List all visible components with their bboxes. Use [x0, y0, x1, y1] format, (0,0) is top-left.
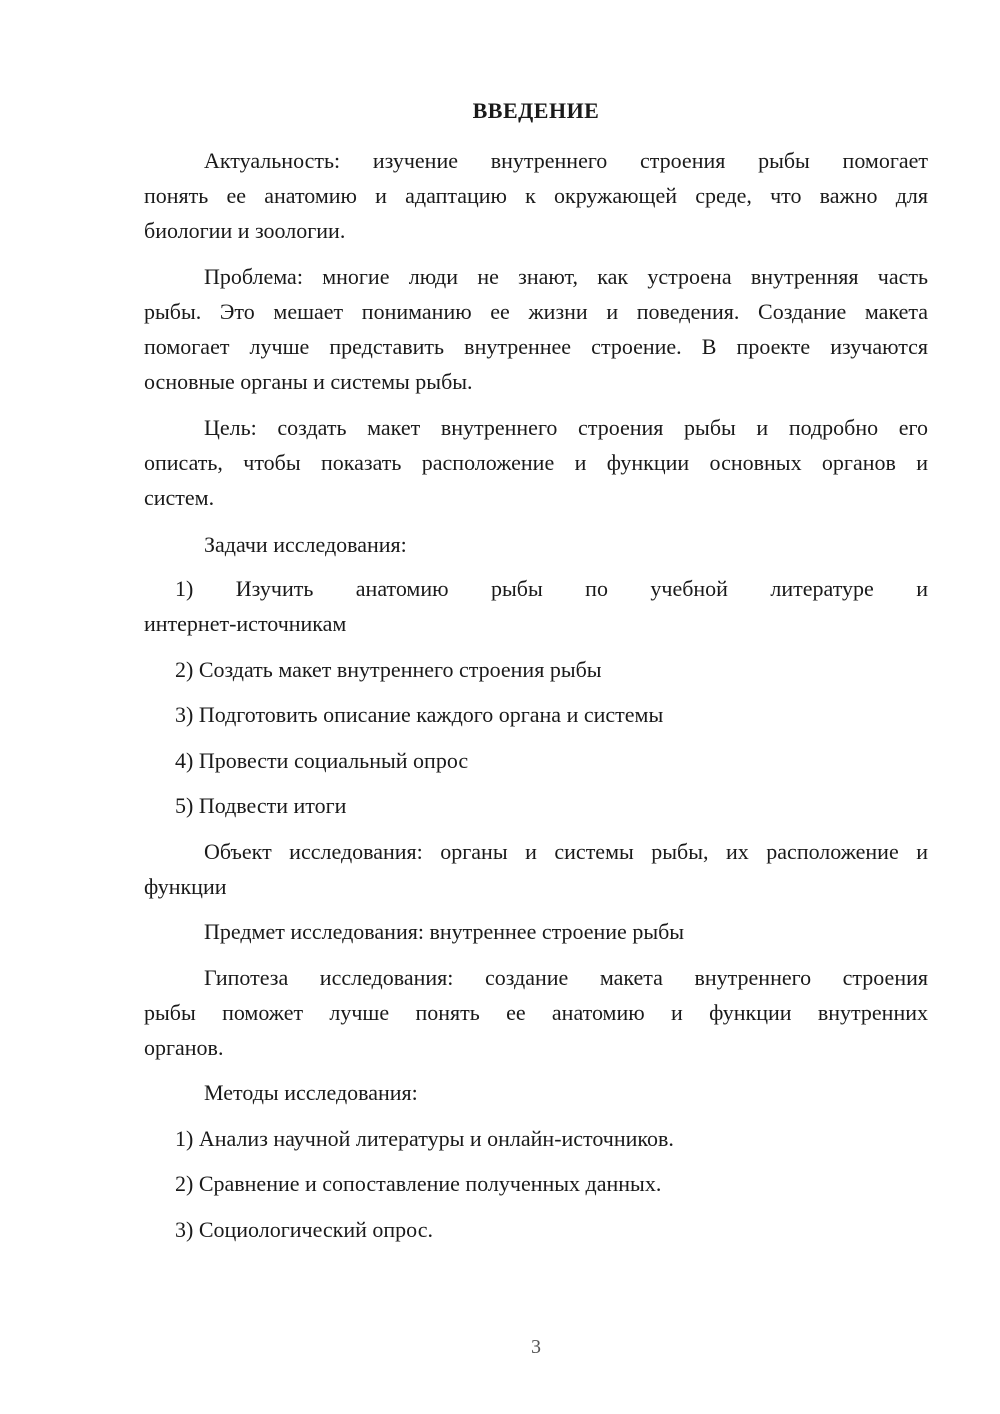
object-line-2: функции: [144, 874, 227, 899]
problem-line-3: помогает лучше представить внутреннее строение. В проекте изучаются: [144, 334, 928, 359]
task-item-5: 5) Подвести итоги: [175, 793, 347, 818]
task-item-3: 3) Подготовить описание каждого органа и системы: [175, 702, 664, 727]
method-item-1: 1) Анализ научной литературы и онлайн-источников.: [175, 1126, 674, 1151]
task-item-2: 2) Создать макет внутреннего строения рыбы: [175, 657, 602, 682]
task-item-1-line-2: интернет-источникам: [144, 611, 347, 636]
problem-line-4: основные органы и системы рыбы.: [144, 369, 473, 394]
task-item-1-line-1: 1) Изучить анатомию рыбы по учебной литературе и: [175, 576, 928, 601]
goal-line-2: описать, чтобы показать расположение и функции основных органов и: [144, 450, 928, 475]
methods-heading: Методы исследования:: [204, 1080, 418, 1105]
relevance-line-2: понять ее анатомию и адаптацию к окружающей среде, что важно для: [144, 183, 928, 208]
relevance-line-1: Актуальность: изучение внутреннего строения рыбы помогает: [204, 148, 928, 173]
problem-line-2: рыбы. Это мешает пониманию ее жизни и поведения. Создание макета: [144, 299, 928, 324]
hypothesis-line-3: органов.: [144, 1035, 224, 1060]
goal-line-3: систем.: [144, 485, 215, 510]
task-item-4: 4) Провести социальный опрос: [175, 748, 469, 773]
problem-line-1: Проблема: многие люди не знают, как устроена внутренняя часть: [204, 264, 928, 289]
hypothesis-line-2: рыбы поможет лучше понять ее анатомию и функции внутренних: [144, 1000, 928, 1025]
subject-line: Предмет исследования: внутреннее строение рыбы: [204, 919, 685, 944]
method-item-2: 2) Сравнение и сопоставление полученных данных.: [175, 1171, 662, 1196]
tasks-heading: Задачи исследования:: [204, 532, 407, 557]
hypothesis-line-1: Гипотеза исследования: создание макета внутреннего строения: [204, 965, 928, 990]
page-title: ВВЕДЕНИЕ: [472, 98, 600, 123]
object-line-1: Объект исследования: органы и системы рыбы, их расположение и: [204, 839, 928, 864]
page-number: 3: [531, 1336, 541, 1358]
relevance-line-3: биологии и зоологии.: [144, 218, 346, 243]
method-item-3: 3) Социологический опрос.: [175, 1217, 433, 1242]
goal-line-1: Цель: создать макет внутреннего строения рыбы и подробно его: [204, 415, 928, 440]
